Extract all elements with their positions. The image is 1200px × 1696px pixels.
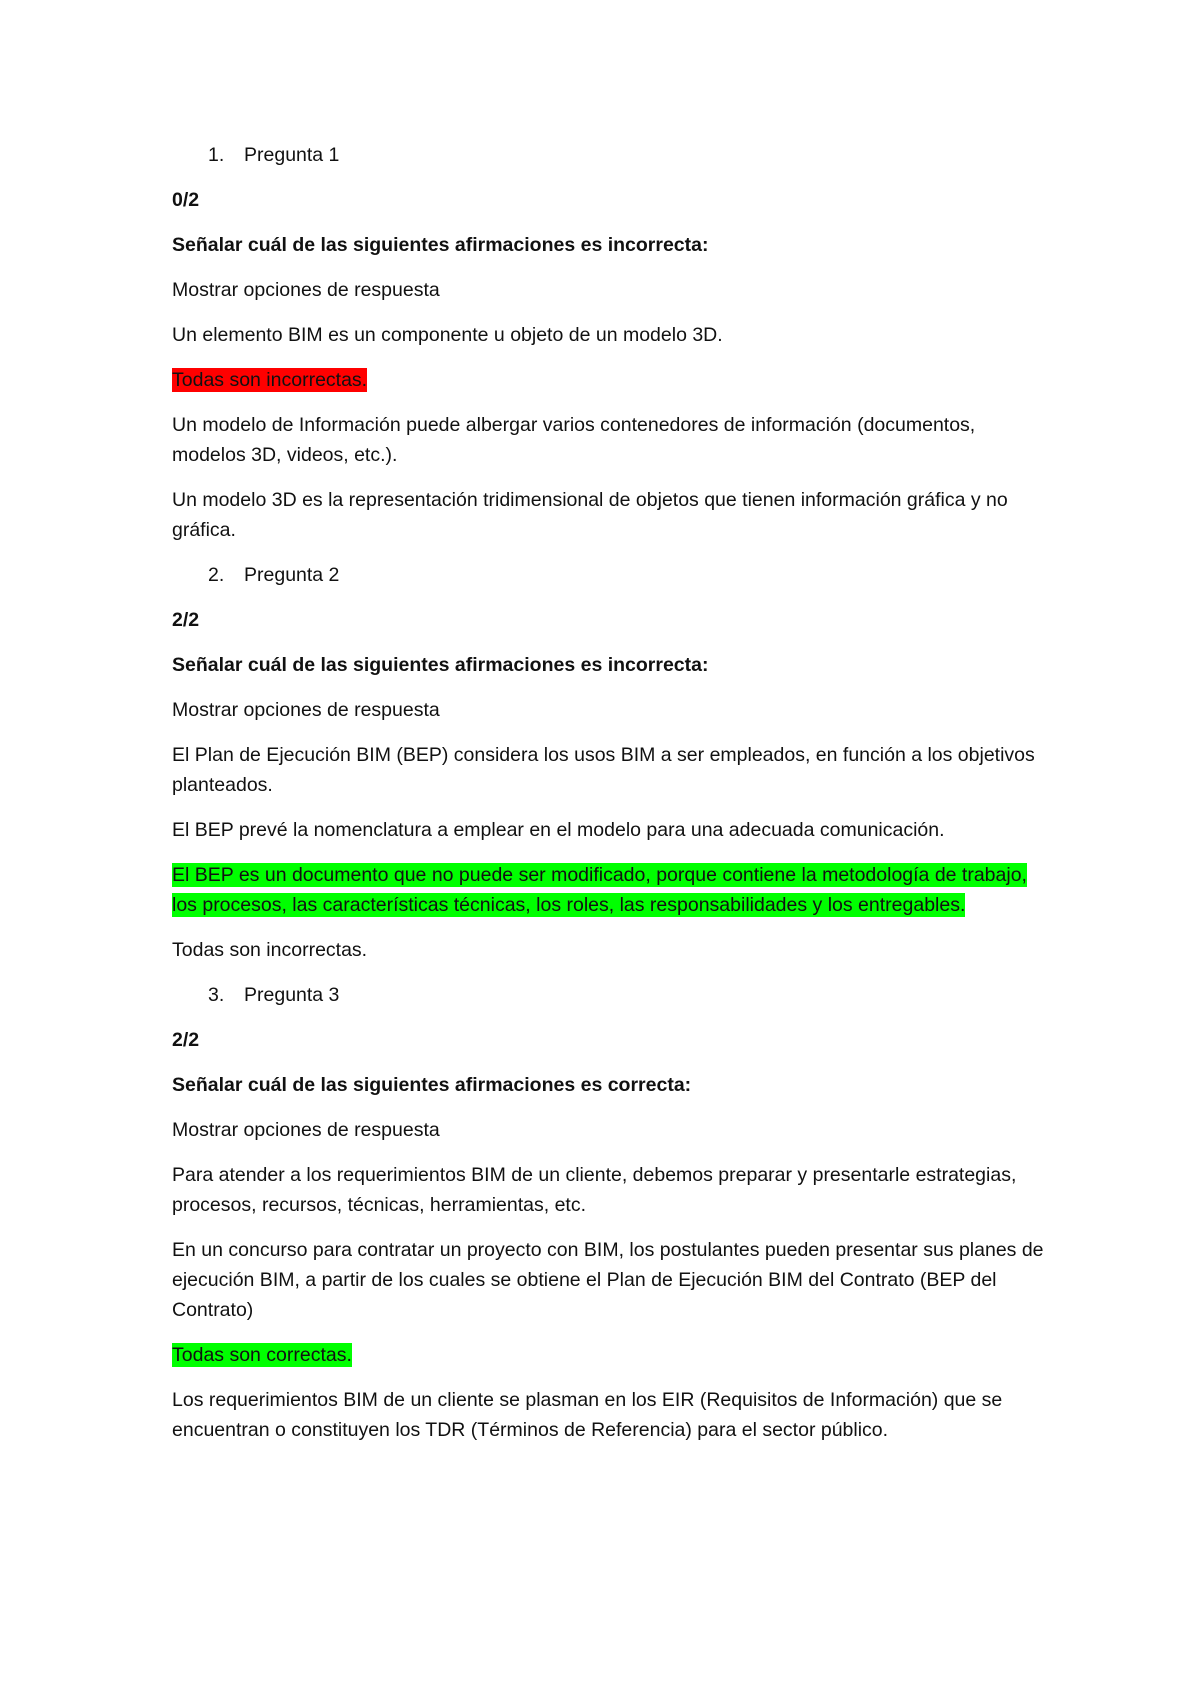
answer-option-text: Un elemento BIM es un componente u objeto de un modelo 3D. (172, 324, 723, 346)
answer-option (172, 1385, 1052, 1445)
answer-option-text: El BEP prevé la nomenclatura a emplear en el modelo para una adecuada comunicación. (172, 819, 945, 841)
answer-option-text: Los requerimientos BIM de un cliente se plasman en los EIR (Requisitos de Información) que se encuentran o constituyen los TDR (Términos de Referencia) para el sector público. (172, 1389, 1003, 1441)
answer-option-selected-wrong (172, 365, 1052, 395)
question-number: 2. (208, 564, 225, 586)
question-heading (172, 140, 1052, 170)
question-score: 2/2 (172, 1029, 200, 1051)
question-heading (172, 560, 1052, 590)
answer-option (172, 1160, 1052, 1220)
question-number: 1. (208, 144, 225, 166)
answer-option-text: Todas son incorrectas. (172, 369, 368, 391)
show-options-label: Mostrar opciones de respuesta (172, 699, 440, 721)
question-score: 2/2 (172, 609, 200, 631)
question-2 (172, 560, 1052, 965)
answer-option-text: Un modelo de Información puede albergar varios contenedores de información (documentos, modelos 3D, videos, etc.). (172, 414, 976, 466)
question-title: Pregunta 1 (244, 144, 340, 166)
answer-option-text: Para atender a los requerimientos BIM de un cliente, debemos preparar y presentarle estrategias, procesos, recursos, técnicas, herramientas, etc. (172, 1164, 1017, 1216)
answer-option (172, 1235, 1052, 1325)
answer-option (172, 740, 1052, 800)
question-prompt: Señalar cuál de las siguientes afirmaciones es incorrecta: (172, 234, 709, 256)
question-1 (172, 140, 1052, 545)
answer-option (172, 815, 1052, 845)
answer-option-text: El Plan de Ejecución BIM (BEP) considera los usos BIM a ser empleados, en función a los objetivos planteados. (172, 744, 1035, 796)
answer-option-text: Un modelo 3D es la representación tridimensional de objetos que tienen información gráfica y no gráfica. (172, 489, 1008, 541)
question-title: Pregunta 2 (244, 564, 340, 586)
question-3 (172, 980, 1052, 1445)
answer-option (172, 485, 1052, 545)
answer-option-correct (172, 1340, 1052, 1370)
question-score: 0/2 (172, 189, 200, 211)
show-options-label: Mostrar opciones de respuesta (172, 279, 440, 301)
question-heading (172, 980, 1052, 1010)
question-number: 3. (208, 984, 225, 1006)
answer-option-correct (172, 860, 1052, 920)
answer-option-text: El BEP es un documento que no puede ser modificado, porque contiene la metodología de trabajo, los procesos, las características técnicas, los roles, las responsabilidades y los entregables. (172, 864, 1027, 916)
show-options-label: Mostrar opciones de respuesta (172, 1119, 440, 1141)
answer-option-text: Todas son correctas. (172, 1344, 352, 1366)
question-title: Pregunta 3 (244, 984, 340, 1006)
answer-option (172, 410, 1052, 470)
answer-option (172, 935, 1052, 965)
answer-option-text: En un concurso para contratar un proyecto con BIM, los postulantes pueden presentar sus planes de ejecución BIM, a partir de los cuales se obtiene el Plan de Ejecución BIM del Contrato (BEP del Contrato) (172, 1239, 1044, 1321)
question-prompt: Señalar cuál de las siguientes afirmaciones es correcta: (172, 1074, 692, 1096)
answer-option (172, 320, 1052, 350)
answer-option-text: Todas son incorrectas. (172, 939, 368, 961)
question-prompt: Señalar cuál de las siguientes afirmaciones es incorrecta: (172, 654, 709, 676)
quiz-document (172, 140, 1052, 1460)
